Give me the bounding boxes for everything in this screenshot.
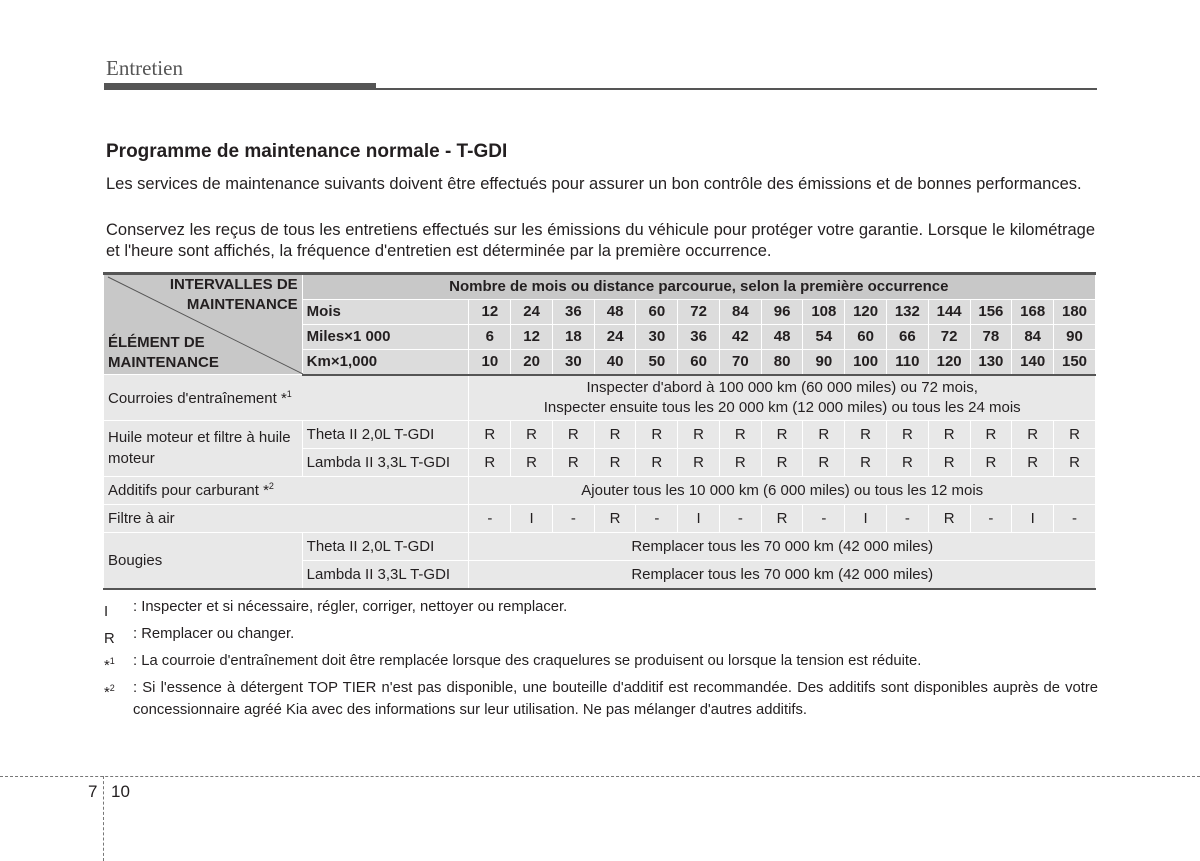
value-cell: 60 (636, 299, 678, 324)
value-cell: 36 (678, 324, 720, 349)
value-cell: R (1012, 448, 1054, 476)
value-cell: - (803, 504, 845, 532)
value-cell: 30 (636, 324, 678, 349)
bougies-label: Bougies (104, 532, 303, 589)
header-label: Miles×1 000 (302, 324, 469, 349)
value-cell: 144 (928, 299, 970, 324)
note-item: I : Inspecter et si nécessaire, régler, corriger, nettoyer ou remplacer. (104, 599, 568, 620)
value-cell: 90 (803, 349, 845, 374)
filtre-label: Filtre à air (104, 504, 469, 532)
value-cell: R (594, 504, 636, 532)
value-cell: R (761, 420, 803, 448)
value-cell: 54 (803, 324, 845, 349)
value-cell: 96 (761, 299, 803, 324)
value-cell: 84 (719, 299, 761, 324)
courroies-schedule: Inspecter d'abord à 100 000 km (60 000 miles) ou 72 mois, Inspecter ensuite tous les 20 000 km (12 000 miles) ou tous les 24 mois (469, 375, 1096, 421)
value-cell: 6 (469, 324, 511, 349)
value-cell: 24 (594, 324, 636, 349)
value-cell: R (761, 504, 803, 532)
value-cell: R (928, 504, 970, 532)
value-cell: 36 (552, 299, 594, 324)
value-cell: 150 (1054, 349, 1096, 374)
header-label: Mois (302, 299, 469, 324)
value-cell: 140 (1012, 349, 1054, 374)
value-cell: R (469, 448, 511, 476)
value-cell: 18 (552, 324, 594, 349)
value-cell: 84 (1012, 324, 1054, 349)
value-cell: R (1012, 420, 1054, 448)
value-cell: 40 (594, 349, 636, 374)
value-cell: 120 (928, 349, 970, 374)
corner-element-label: ÉLÉMENT DE MAINTENANCE (108, 334, 219, 371)
value-cell: R (761, 448, 803, 476)
maintenance-table (103, 272, 1096, 590)
value-cell: I (845, 504, 887, 532)
top-header: Nombre de mois ou distance parcourue, selon la première occurrence (302, 274, 1095, 300)
engine-label: Theta II 2,0L T-GDI (302, 420, 469, 448)
value-cell: 132 (886, 299, 928, 324)
intro-paragraph-2: Conservez les reçus de tous les entretiens effectués sur les émissions du véhicule pour protéger votre garantie. Lorsque le kilométrage et l'heure sont affichés, la fréquence d'entretien est déterminée par la première occurrence. (106, 221, 1095, 260)
value-cell: 108 (803, 299, 845, 324)
value-cell: R (803, 420, 845, 448)
table-corner-cell (104, 274, 303, 375)
value-cell: - (970, 504, 1012, 532)
value-cell: R (845, 448, 887, 476)
value-cell: 110 (886, 349, 928, 374)
value-cell: - (1054, 504, 1096, 532)
value-cell: R (803, 448, 845, 476)
note-item: R : Remplacer ou changer. (104, 625, 295, 647)
value-cell: I (511, 504, 553, 532)
value-cell: R (511, 420, 553, 448)
value-cell: R (636, 420, 678, 448)
value-cell: R (928, 448, 970, 476)
value-cell: R (970, 448, 1012, 476)
value-cell: - (469, 504, 511, 532)
value-cell: 42 (719, 324, 761, 349)
huile-row-theta (104, 420, 1096, 448)
bougies-schedule-theta: Remplacer tous les 70 000 km (42 000 miles) (469, 532, 1096, 560)
value-cell: 100 (845, 349, 887, 374)
value-cell: R (636, 448, 678, 476)
value-cell: R (511, 448, 553, 476)
value-cell: R (552, 420, 594, 448)
value-cell: R (678, 420, 720, 448)
value-cell: 80 (761, 349, 803, 374)
value-cell: 50 (636, 349, 678, 374)
value-cell: R (886, 420, 928, 448)
value-cell: 156 (970, 299, 1012, 324)
footer-vertical-rule (103, 776, 104, 861)
value-cell: 180 (1054, 299, 1096, 324)
value-cell: 10 (469, 349, 511, 374)
value-cell: R (886, 448, 928, 476)
legend-notes (104, 596, 1098, 721)
value-cell: 30 (552, 349, 594, 374)
value-cell: 12 (469, 299, 511, 324)
engine-label: Lambda II 3,3L T-GDI (302, 448, 469, 476)
value-cell: - (636, 504, 678, 532)
engine-label: Lambda II 3,3L T-GDI (302, 560, 469, 589)
value-cell: R (719, 420, 761, 448)
additifs-label: Additifs pour carburant *$^2$ (104, 476, 469, 504)
value-cell: 78 (970, 324, 1012, 349)
additifs-schedule: Ajouter tous les 10 000 km (6 000 miles) ou tous les 12 mois (469, 476, 1096, 504)
value-cell: 48 (594, 299, 636, 324)
value-cell: 70 (719, 349, 761, 374)
value-cell: R (1054, 448, 1096, 476)
note-item: *$^2$ : Si l'essence à détergent TOP TIER n'est pas disponible, une bouteille d'additif est recommandée. Des additifs sont disponibles auprès de votre concessionnaire agréé Kia avec des informations sur leur utilisation. Ne pas mélanger d'autres additifs. (104, 679, 1098, 718)
courroies-label: Courroies d'entraînement *$^1$ (104, 375, 469, 421)
filtre-row (104, 504, 1096, 532)
value-cell: I (1012, 504, 1054, 532)
value-cell: 12 (511, 324, 553, 349)
value-cell: - (886, 504, 928, 532)
value-cell: 60 (845, 324, 887, 349)
value-cell: R (469, 420, 511, 448)
value-cell: 72 (928, 324, 970, 349)
value-cell: R (594, 420, 636, 448)
value-cell: R (594, 448, 636, 476)
value-cell: 66 (886, 324, 928, 349)
chapter-number: 7 (88, 782, 98, 801)
footer-dashed-rule (0, 776, 1200, 777)
note-item: *$^1$ : La courroie d'entraînement doit être remplacée lorsque des craquelures se produisent ou lorsque la tension est réduite. (104, 652, 922, 674)
value-cell: 20 (511, 349, 553, 374)
huile-label: Huile moteur et filtre à huile moteur (104, 420, 303, 476)
page-number: 10 (111, 782, 130, 801)
value-cell: - (719, 504, 761, 532)
intro-paragraph-1: Les services de maintenance suivants doivent être effectués pour assurer un bon contrôle des émissions et de bonnes performances. (106, 175, 1082, 193)
value-cell: R (678, 448, 720, 476)
value-cell: - (552, 504, 594, 532)
section-header: Entretien (106, 56, 183, 80)
value-cell: R (1054, 420, 1096, 448)
value-cell: R (552, 448, 594, 476)
value-cell: 24 (511, 299, 553, 324)
value-cell: R (845, 420, 887, 448)
header-label: Km×1,000 (302, 349, 469, 374)
value-cell: R (719, 448, 761, 476)
value-cell: 90 (1054, 324, 1096, 349)
value-cell: 48 (761, 324, 803, 349)
value-cell: I (678, 504, 720, 532)
bougies-schedule-lambda: Remplacer tous les 70 000 km (42 000 miles) (469, 560, 1096, 589)
value-cell: 60 (678, 349, 720, 374)
value-cell: 120 (845, 299, 887, 324)
corner-intervals-label: INTERVALLES DE MAINTENANCE (169, 276, 298, 313)
header-rule-thin (104, 88, 1097, 90)
value-cell: R (970, 420, 1012, 448)
value-cell: 168 (1012, 299, 1054, 324)
value-cell: 72 (678, 299, 720, 324)
value-cell: R (928, 420, 970, 448)
page-title: Programme de maintenance normale - T-GDI (106, 141, 508, 162)
value-cell: 130 (970, 349, 1012, 374)
engine-label: Theta II 2,0L T-GDI (302, 532, 469, 560)
